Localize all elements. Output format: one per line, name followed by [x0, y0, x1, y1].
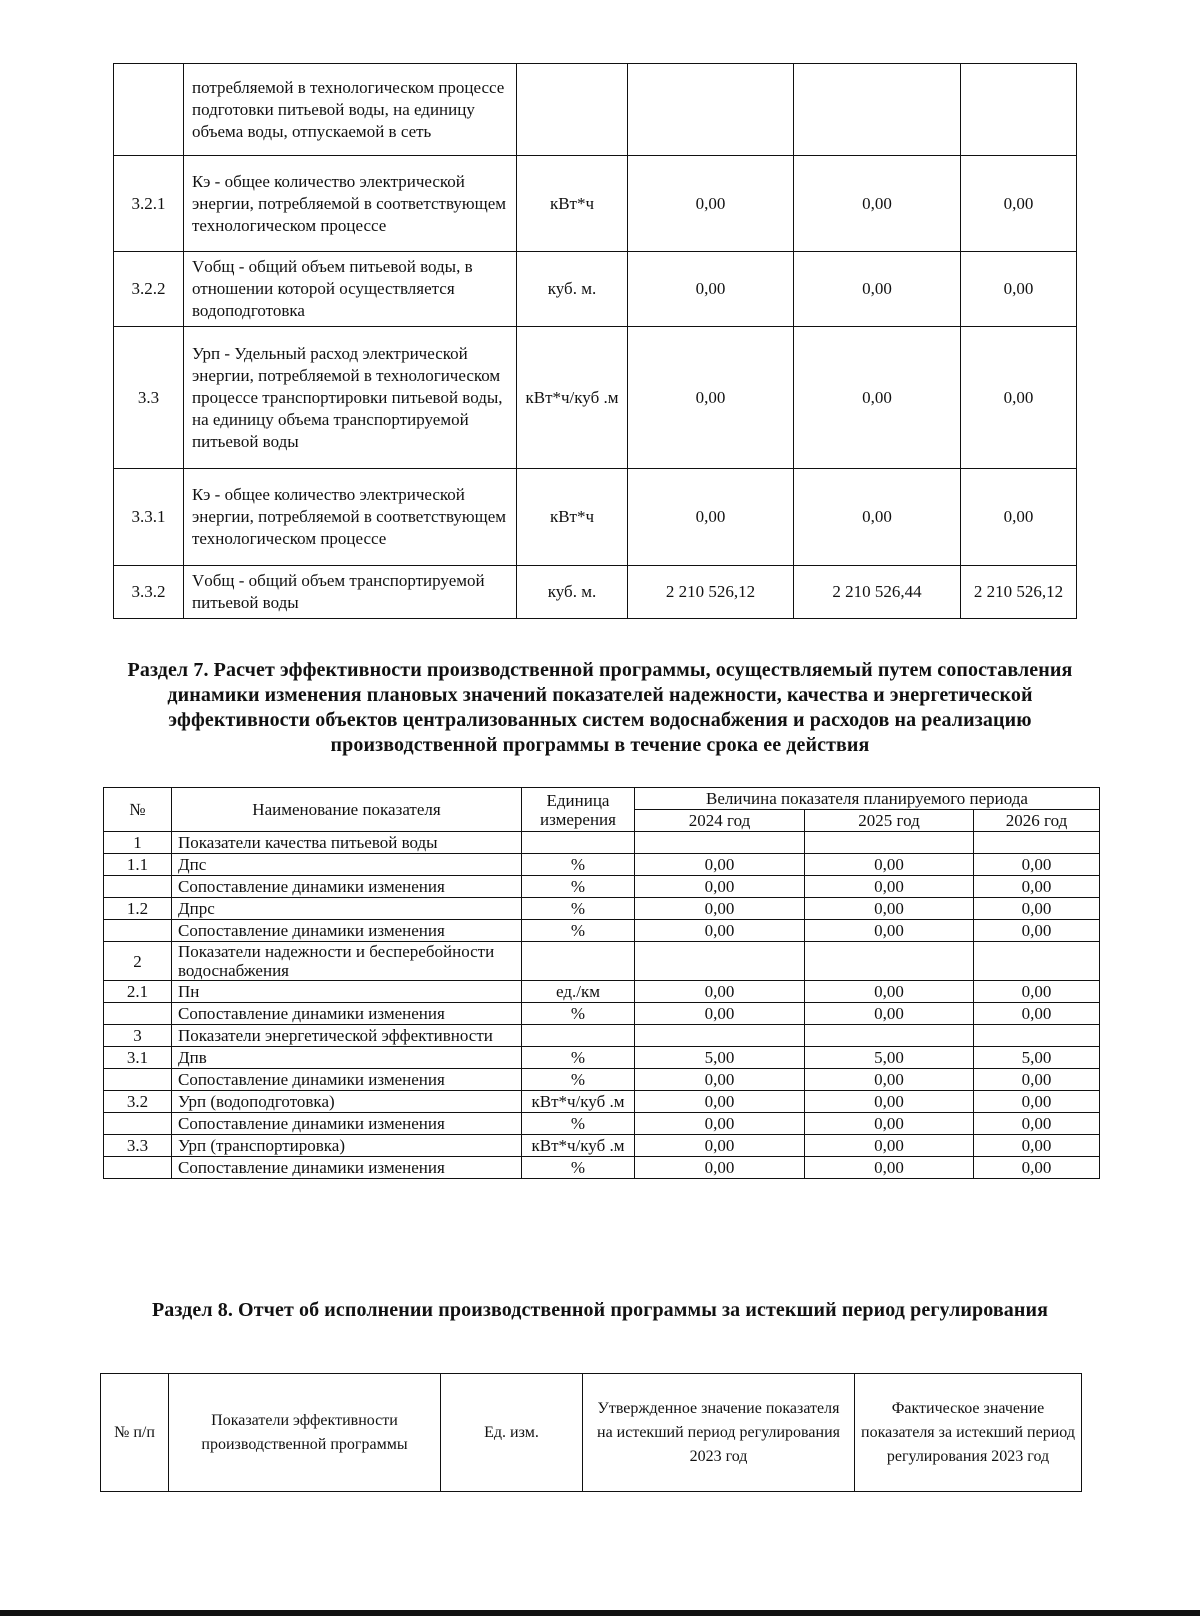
header-period: Величина показателя планируемого периода: [635, 788, 1100, 810]
table-row: [104, 1135, 1100, 1157]
row-number: 3.3.1: [114, 469, 184, 566]
value-2025: 0,00: [805, 854, 974, 876]
row-unit: кВт*ч/куб .м: [522, 1135, 635, 1157]
header-year-2026: 2026 год: [974, 810, 1100, 832]
row-unit: кВт*ч/куб .м: [517, 327, 628, 469]
table-row: [104, 1069, 1100, 1091]
table-row: [104, 1025, 1100, 1047]
value-2025: 0,00: [794, 252, 961, 327]
row-name: Сопоставление динамики изменения: [172, 1003, 522, 1025]
row-number: [104, 1003, 172, 1025]
header-num: № п/п: [101, 1374, 169, 1492]
value-2024: 0,00: [628, 469, 794, 566]
row-unit: куб. м.: [517, 566, 628, 619]
value-2024: 0,00: [635, 898, 805, 920]
row-name: Сопоставление динамики изменения: [172, 1157, 522, 1179]
program-report-table: [100, 1373, 1082, 1492]
table-row: [104, 981, 1100, 1003]
row-unit: [517, 64, 628, 156]
value-2024: [635, 832, 805, 854]
value-2025: [805, 942, 974, 981]
row-description: Урп - Удельный расход электрической энергии, потребляемой в технологическом процессе транспортировки питьевой воды, на единицу объема транспортируемой питьевой воды: [184, 327, 517, 469]
value-2026: 0,00: [961, 156, 1077, 252]
value-2025: [805, 832, 974, 854]
value-2024: 0,00: [635, 1003, 805, 1025]
value-2026: 0,00: [974, 1157, 1100, 1179]
table-row: [104, 942, 1100, 981]
row-name: Урп (водоподготовка): [172, 1091, 522, 1113]
row-number: 2.1: [104, 981, 172, 1003]
value-2025: 2 210 526,44: [794, 566, 961, 619]
value-2025: 0,00: [794, 327, 961, 469]
row-number: [104, 1069, 172, 1091]
value-2024: 0,00: [635, 981, 805, 1003]
value-2026: 0,00: [974, 1091, 1100, 1113]
value-2025: 0,00: [805, 920, 974, 942]
table-row: [104, 1047, 1100, 1069]
row-number: [114, 64, 184, 156]
row-unit: куб. м.: [517, 252, 628, 327]
table-row: [114, 469, 1077, 566]
header-name: Наименование показателя: [172, 788, 522, 832]
table-row: [114, 566, 1077, 619]
header-year-2025: 2025 год: [805, 810, 974, 832]
efficiency-calculation-table: [103, 787, 1100, 1179]
table-row: [104, 920, 1100, 942]
row-name: Сопоставление динамики изменения: [172, 920, 522, 942]
table-row: [114, 327, 1077, 469]
value-2025: 0,00: [794, 156, 961, 252]
header-num: №: [104, 788, 172, 832]
row-number: [104, 920, 172, 942]
row-unit: [522, 1025, 635, 1047]
table-row: [104, 1003, 1100, 1025]
row-unit: кВт*ч: [517, 469, 628, 566]
row-unit: %: [522, 1047, 635, 1069]
table-row: [104, 832, 1100, 854]
row-name: Показатели надежности и бесперебойности водоснабжения: [172, 942, 522, 981]
row-unit: %: [522, 876, 635, 898]
value-2026: [974, 1025, 1100, 1047]
value-2026: 0,00: [961, 252, 1077, 327]
header-actual-value: Фактическое значение показателя за истекший период регулирования 2023 год: [855, 1374, 1082, 1492]
value-2025: 0,00: [805, 898, 974, 920]
value-2024: 0,00: [635, 1069, 805, 1091]
row-unit: %: [522, 1113, 635, 1135]
table-row: [104, 1157, 1100, 1179]
value-2025: 0,00: [805, 876, 974, 898]
row-unit: %: [522, 898, 635, 920]
row-number: 3.3: [114, 327, 184, 469]
value-2025: 0,00: [805, 1091, 974, 1113]
row-number: 1.1: [104, 854, 172, 876]
header-unit: Единица измерения: [522, 788, 635, 832]
header-year-2024: 2024 год: [635, 810, 805, 832]
row-number: 3.2.1: [114, 156, 184, 252]
value-2024: 0,00: [635, 876, 805, 898]
page-edge-divider: [0, 1610, 1200, 1616]
value-2026: 0,00: [974, 920, 1100, 942]
value-2025: 0,00: [805, 981, 974, 1003]
row-number: 3.1: [104, 1047, 172, 1069]
value-2024: 0,00: [635, 920, 805, 942]
row-name: Дпс: [172, 854, 522, 876]
value-2026: 0,00: [974, 876, 1100, 898]
row-name: Сопоставление динамики изменения: [172, 1069, 522, 1091]
row-unit: кВт*ч: [517, 156, 628, 252]
value-2026: [974, 832, 1100, 854]
row-unit: %: [522, 1003, 635, 1025]
row-unit: ед./км: [522, 981, 635, 1003]
row-name: Дпрс: [172, 898, 522, 920]
header-unit: Ед. изм.: [441, 1374, 583, 1492]
row-unit: [522, 832, 635, 854]
value-2026: [974, 942, 1100, 981]
value-2024: 5,00: [635, 1047, 805, 1069]
value-2026: 5,00: [974, 1047, 1100, 1069]
header-indicators: Показатели эффективности производственной программы: [169, 1374, 441, 1492]
energy-indicators-table: [113, 63, 1077, 619]
row-name: Урп (транспортировка): [172, 1135, 522, 1157]
value-2025: 0,00: [805, 1157, 974, 1179]
value-2025: 0,00: [805, 1135, 974, 1157]
row-description: Vобщ - общий объем транспортируемой питьевой воды: [184, 566, 517, 619]
value-2025: [805, 1025, 974, 1047]
value-2024: [635, 942, 805, 981]
value-2024: [628, 64, 794, 156]
value-2024: 0,00: [635, 1135, 805, 1157]
value-2025: 0,00: [805, 1113, 974, 1135]
row-unit: %: [522, 1069, 635, 1091]
row-unit: кВт*ч/куб .м: [522, 1091, 635, 1113]
row-number: 2: [104, 942, 172, 981]
value-2024: 0,00: [628, 156, 794, 252]
value-2024: 0,00: [635, 1113, 805, 1135]
row-number: 3: [104, 1025, 172, 1047]
value-2024: 0,00: [635, 1091, 805, 1113]
value-2024: 0,00: [635, 1157, 805, 1179]
value-2024: 0,00: [628, 252, 794, 327]
row-number: 3.2: [104, 1091, 172, 1113]
value-2024: 2 210 526,12: [628, 566, 794, 619]
value-2026: 0,00: [961, 469, 1077, 566]
table-header-row: [101, 1374, 1082, 1492]
value-2024: [635, 1025, 805, 1047]
table-header-row: [104, 788, 1100, 810]
row-unit: %: [522, 920, 635, 942]
header-approved-value: Утвержденное значение показателя на истекший период регулирования 2023 год: [583, 1374, 855, 1492]
row-unit: [522, 942, 635, 981]
row-name: Дпв: [172, 1047, 522, 1069]
value-2026: 0,00: [974, 1135, 1100, 1157]
row-name: Сопоставление динамики изменения: [172, 876, 522, 898]
value-2026: 0,00: [974, 1003, 1100, 1025]
value-2024: 0,00: [635, 854, 805, 876]
value-2025: 5,00: [805, 1047, 974, 1069]
row-description: потребляемой в технологическом процессе подготовки питьевой воды, на единицу объема воды, отпускаемой в сеть: [184, 64, 517, 156]
row-description: Кэ - общее количество электрической энергии, потребляемой в соответствующем технологическом процессе: [184, 469, 517, 566]
row-description: Vобщ - общий объем питьевой воды, в отношении которой осуществляется водоподготовка: [184, 252, 517, 327]
row-number: [104, 876, 172, 898]
section-7-title: Раздел 7. Расчет эффективности производственной программы, осуществляемый путем сопоставления динамики изменения плановых значений показателей надежности, качества и энергетической эффективности объектов централизованных систем водоснабжения и расходов на реализацию производственной программы в течение срока ее действия: [127, 659, 1073, 756]
value-2026: 0,00: [974, 1113, 1100, 1135]
table-row: [114, 64, 1077, 156]
value-2026: 2 210 526,12: [961, 566, 1077, 619]
row-number: 3.2.2: [114, 252, 184, 327]
table-row: [104, 898, 1100, 920]
value-2026: 0,00: [974, 854, 1100, 876]
row-number: 1: [104, 832, 172, 854]
row-number: 1.2: [104, 898, 172, 920]
row-name: Пн: [172, 981, 522, 1003]
row-name: Показатели энергетической эффективности: [172, 1025, 522, 1047]
value-2026: [961, 64, 1077, 156]
row-number: [104, 1113, 172, 1135]
table-row: [114, 252, 1077, 327]
value-2025: 0,00: [805, 1003, 974, 1025]
value-2026: 0,00: [974, 981, 1100, 1003]
value-2024: 0,00: [628, 327, 794, 469]
table-row: [104, 876, 1100, 898]
value-2026: 0,00: [961, 327, 1077, 469]
value-2025: [794, 64, 961, 156]
value-2026: 0,00: [974, 898, 1100, 920]
row-name: Сопоставление динамики изменения: [172, 1113, 522, 1135]
value-2025: 0,00: [805, 1069, 974, 1091]
row-description: Кэ - общее количество электрической энергии, потребляемой в соответствующем технологическом процессе: [184, 156, 517, 252]
row-number: 3.3.2: [114, 566, 184, 619]
row-name: Показатели качества питьевой воды: [172, 832, 522, 854]
table-row: [114, 156, 1077, 252]
row-number: 3.3: [104, 1135, 172, 1157]
row-number: [104, 1157, 172, 1179]
section-8-title: Раздел 8. Отчет об исполнении производственной программы за истекший период регулирования: [151, 1299, 1049, 1321]
table-row: [104, 1091, 1100, 1113]
value-2025: 0,00: [794, 469, 961, 566]
row-unit: %: [522, 854, 635, 876]
table-row: [104, 1113, 1100, 1135]
row-unit: %: [522, 1157, 635, 1179]
value-2026: 0,00: [974, 1069, 1100, 1091]
table-row: [104, 854, 1100, 876]
